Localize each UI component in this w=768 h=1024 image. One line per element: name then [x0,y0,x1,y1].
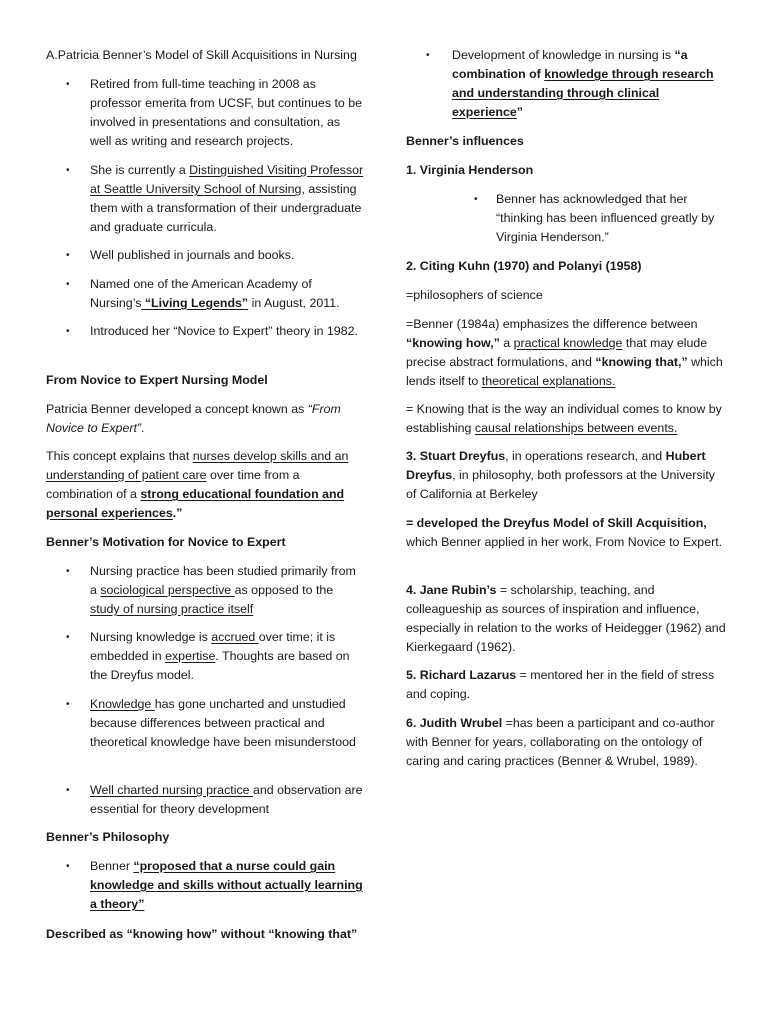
bullet-text: Benner “proposed that a nurse could gain knowledge and skills without actually learning a theory” [90,859,363,911]
bullet-text: She is currently a Distinguished Visiting Professor at Seattle University School of Nursing, assisting them with a transformation of their undergraduate and graduate curricula. [90,163,364,234]
bullet-icon: • [66,785,70,796]
bullet-icon: • [66,79,70,90]
bullet-icon: • [66,566,70,577]
section-heading: From Novice to Expert Nursing Model [46,373,268,387]
bullet-icon: • [474,194,478,205]
bullet-text: Well published in journals and books. [90,248,295,262]
bullet-icon: • [66,279,70,290]
influence-heading: 6. Judith Wrubel =has been a participant and co-author with Benner for years, collaborating on the ontology of caring and caring practices (Benner & Wrubel, 1989). [406,716,715,768]
list-item [66,322,364,341]
bullet-text: Well charted nursing practice and observation are essential for theory development [90,783,363,816]
bullet-text: Benner has acknowledged that her “thinking has been influenced greatly by Virginia Henderson.” [496,192,715,244]
living-legends: “Living Legends” [141,296,249,310]
paragraph: = Knowing that is the way an individual comes to know by establishing causal relationships between events. [406,402,722,435]
paragraph: =Benner (1984a) emphasizes the difference between “knowing how,” a practical knowledge that may elude precise abstract formulations, and “knowing that,” which lends itself to theoretical explanations. [406,317,723,388]
bullet-icon: • [66,632,70,643]
section-heading: Benner’s influences [406,134,524,148]
bullet-icon: • [66,326,70,337]
paragraph: =philosophers of science [406,288,543,302]
list-item [66,161,364,237]
list-item [66,857,364,914]
list-item [66,275,364,313]
influence-heading: 5. Richard Lazarus = mentored her in the field of stress and coping. [406,668,715,701]
list-item [426,46,726,122]
document-title: A.Patricia Benner’s Model of Skill Acquisitions in Nursing [46,48,357,62]
bullet-icon: • [66,699,70,710]
section-heading: Benner’s Motivation for Novice to Expert [46,535,286,549]
influence-heading: 2. Citing Kuhn (1970) and Polanyi (1958) [406,259,642,273]
section-heading: Described as “knowing how” without “knowing that” [46,927,358,941]
paragraph: = developed the Dreyfus Model of Skill Acquisition, which Benner applied in her work, From Novice to Expert. [406,516,723,549]
bullet-icon: • [66,250,70,261]
bullet-text: Knowledge has gone uncharted and unstudied because differences between practical and theoretical knowledge have been misunderstood [90,697,356,749]
list-item [66,781,364,819]
paragraph: This concept explains that nurses develop skills and an understanding of patient care over time from a combination of a strong educational foundation and personal experiences.” [46,449,349,520]
section-heading: Benner’s Philosophy [46,830,170,844]
bullet-icon: • [426,50,430,61]
bullet-text: Development of knowledge in nursing is “a combination of knowledge through research and understanding through clinical experience” [452,48,714,119]
list-item [66,75,364,151]
list-item [66,562,364,619]
influence-heading: 3. Stuart Dreyfus, in operations research, and Hubert Dreyfus, in philosophy, both professors at the University of California at Berkeley [406,449,715,501]
bullet-icon: • [66,861,70,872]
list-item [474,190,726,247]
list-item [66,246,364,265]
list-item [66,695,364,752]
bullet-text: Nursing practice has been studied primarily from a sociological perspective as opposed to the study of nursing practice itself [90,564,356,616]
influence-heading: 4. Jane Rubin’s = scholarship, teaching, and colleagueship as sources of inspiration and influence, especially in relation to the works of Heidegger (1962) and Kierkegaard (1962). [406,583,726,654]
list-item [66,628,364,685]
bullet-icon: • [66,165,70,176]
bullet-text: Named one of the American Academy of Nursing’s “Living Legends” in August, 2011. [90,277,340,310]
bullet-text: Introduced her “Novice to Expert” theory in 1982. [90,324,358,338]
bullet-text: Nursing knowledge is accrued over time; it is embedded in expertise. Thoughts are based on the Dreyfus model. [90,630,350,682]
paragraph: Patricia Benner developed a concept known as “From Novice to Expert”. [46,402,341,435]
influence-heading: 1. Virginia Henderson [406,163,534,177]
underlined-text: Distinguished Visiting Professor at Seattle University School of Nursing [90,163,364,196]
bullet-text: Retired from full-time teaching in 2008 as professor emerita from UCSF, but continues to be involved in presentations and consultation, as well as writing and research projects. [90,77,363,148]
